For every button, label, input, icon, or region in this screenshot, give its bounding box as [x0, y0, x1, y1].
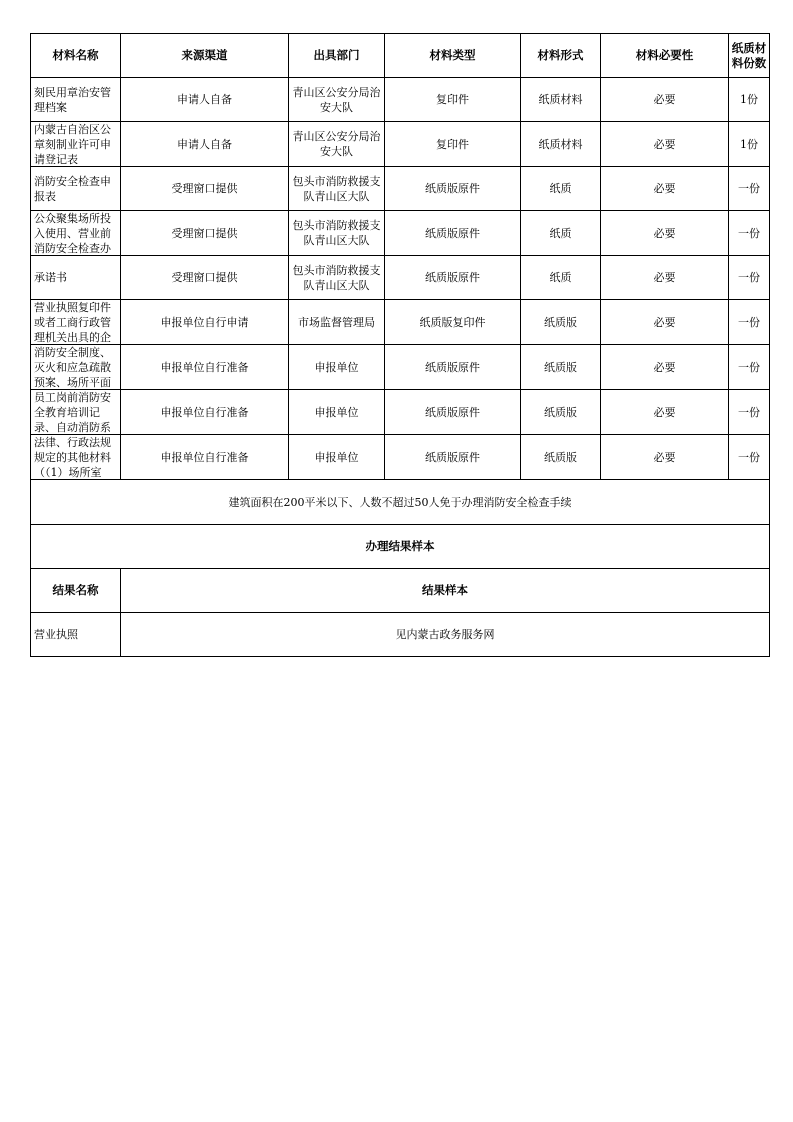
source-cell-text: 申报单位自行准备	[160, 450, 249, 464]
required-cell	[601, 345, 729, 390]
copies-cell-text: 1份	[740, 137, 758, 151]
copies-cell	[729, 78, 770, 122]
type-cell-text: 纸质版原件	[425, 405, 480, 419]
dept-cell-text: 包头市消防救援支队青山区大队	[292, 219, 381, 247]
header-required: 材料必要性	[601, 34, 729, 78]
required-cell-text: 必要	[653, 405, 676, 419]
copies-cell	[729, 435, 770, 480]
type-cell-text: 纸质版原件	[425, 226, 480, 240]
dept-cell-text: 申报单位	[314, 450, 359, 464]
header-type: 材料类型	[385, 34, 521, 78]
table-row	[31, 345, 770, 390]
result-header-row	[31, 569, 770, 613]
form-cell-text: 纸质版	[544, 450, 577, 464]
source-cell	[121, 390, 289, 435]
copies-cell-text: 一份	[738, 360, 760, 374]
dept-cell	[289, 390, 385, 435]
form-cell-text: 纸质版	[544, 315, 577, 329]
material-name-cell-text: 消防安全制度、灭火和应急疏散预案、场所平面	[34, 346, 111, 389]
material-name-cell-text: 刻民用章治安管理档案	[34, 85, 111, 114]
material-name-cell-text: 内蒙古自治区公章刻制业许可申请登记表	[34, 123, 111, 166]
source-cell	[121, 167, 289, 211]
source-cell-text: 受理窗口提供	[171, 182, 238, 195]
copies-cell	[729, 167, 770, 211]
required-cell	[601, 78, 729, 122]
table-row	[31, 256, 770, 300]
dept-cell	[289, 345, 385, 390]
material-name-cell	[31, 435, 121, 480]
material-name-cell	[31, 345, 121, 390]
form-cell	[521, 122, 601, 167]
material-name-cell	[31, 167, 121, 211]
dept-cell	[289, 256, 385, 300]
type-cell	[385, 122, 521, 167]
type-cell	[385, 390, 521, 435]
form-cell	[521, 78, 601, 122]
source-cell-text: 申请人自备	[177, 93, 232, 106]
dept-cell	[289, 300, 385, 345]
copies-cell-text: 一份	[738, 182, 760, 195]
source-cell	[121, 300, 289, 345]
form-cell-text: 纸质	[549, 271, 572, 284]
table-row	[31, 122, 770, 167]
type-cell-text: 纸质版原件	[425, 450, 480, 464]
note-text: 建筑面积在200平米以下、人数不超过50人免于办理消防安全检查手续	[31, 480, 770, 525]
note-row	[31, 480, 770, 525]
required-cell	[601, 211, 729, 256]
required-cell	[601, 167, 729, 211]
form-cell	[521, 345, 601, 390]
form-cell-text: 纸质	[549, 182, 572, 195]
header-copies: 纸质材料份数	[729, 34, 770, 78]
material-name-cell-text: 承诺书	[34, 271, 67, 284]
table-row	[31, 167, 770, 211]
form-cell	[521, 167, 601, 211]
copies-cell-text: 1份	[740, 93, 758, 106]
dept-cell	[289, 78, 385, 122]
result-header-sample: 结果样本	[121, 569, 770, 613]
result-sample-cell: 见内蒙古政务服务网	[121, 613, 770, 657]
required-cell-text: 必要	[653, 315, 676, 329]
type-cell	[385, 345, 521, 390]
copies-cell-text: 一份	[738, 226, 760, 240]
source-cell	[121, 435, 289, 480]
copies-cell-text: 一份	[738, 450, 760, 464]
result-row	[31, 613, 770, 657]
table-header-row	[31, 34, 770, 78]
type-cell	[385, 435, 521, 480]
dept-cell-text: 市场监督管理局	[298, 315, 375, 329]
material-name-cell-text: 公众聚集场所投入使用、营业前消防安全检查办	[34, 212, 111, 255]
dept-cell	[289, 435, 385, 480]
dept-cell-text: 申报单位	[314, 360, 359, 374]
dept-cell-text: 申报单位	[314, 405, 359, 419]
type-cell-text: 纸质版复印件	[419, 315, 486, 329]
type-cell-text: 复印件	[436, 137, 469, 151]
materials-table	[30, 33, 770, 657]
header-name: 材料名称	[31, 34, 121, 78]
material-name-cell	[31, 78, 121, 122]
required-cell	[601, 390, 729, 435]
form-cell-text: 纸质版	[544, 405, 577, 419]
copies-cell-text: 一份	[738, 271, 760, 284]
header-form: 材料形式	[521, 34, 601, 78]
table-row	[31, 78, 770, 122]
form-cell-text: 纸质材料	[538, 137, 583, 151]
result-section-title: 办理结果样本	[31, 525, 770, 569]
form-cell-text: 纸质	[549, 226, 572, 240]
source-cell	[121, 78, 289, 122]
form-cell	[521, 390, 601, 435]
dept-cell	[289, 122, 385, 167]
table-row	[31, 300, 770, 345]
copies-cell	[729, 390, 770, 435]
dept-cell	[289, 167, 385, 211]
type-cell-text: 复印件	[436, 93, 469, 106]
source-cell-text: 受理窗口提供	[171, 271, 238, 284]
source-cell-text: 受理窗口提供	[171, 226, 238, 240]
result-section-row	[31, 525, 770, 569]
material-name-cell	[31, 122, 121, 167]
required-cell-text: 必要	[653, 271, 676, 284]
material-name-cell-text: 员工岗前消防安全教育培训记录、自动消防系	[34, 391, 111, 434]
source-cell-text: 申报单位自行准备	[160, 405, 249, 419]
required-cell	[601, 300, 729, 345]
result-name-cell: 营业执照	[31, 613, 121, 657]
type-cell	[385, 78, 521, 122]
copies-cell	[729, 345, 770, 390]
dept-cell-text: 包头市消防救援支队青山区大队	[292, 174, 381, 203]
material-name-cell	[31, 256, 121, 300]
form-cell	[521, 300, 601, 345]
material-name-cell	[31, 300, 121, 345]
header-source: 来源渠道	[121, 34, 289, 78]
material-name-cell-text: 消防安全检查申报表	[34, 174, 111, 203]
table-row	[31, 435, 770, 480]
required-cell-text: 必要	[653, 450, 676, 464]
required-cell	[601, 122, 729, 167]
copies-cell-text: 一份	[738, 315, 760, 329]
form-cell	[521, 256, 601, 300]
dept-cell-text: 青山区公安分局治安大队	[292, 85, 381, 114]
form-cell-text: 纸质版	[544, 360, 577, 374]
type-cell-text: 纸质版原件	[425, 182, 480, 195]
required-cell-text: 必要	[653, 137, 676, 151]
table-row	[31, 390, 770, 435]
type-cell-text: 纸质版原件	[425, 360, 480, 374]
form-cell	[521, 435, 601, 480]
dept-cell	[289, 211, 385, 256]
table-row	[31, 211, 770, 256]
required-cell-text: 必要	[653, 360, 676, 374]
required-cell	[601, 256, 729, 300]
source-cell-text: 申报单位自行申请	[160, 315, 249, 329]
type-cell	[385, 256, 521, 300]
material-name-cell	[31, 390, 121, 435]
dept-cell-text: 包头市消防救援支队青山区大队	[292, 263, 381, 292]
form-cell	[521, 211, 601, 256]
dept-cell-text: 青山区公安分局治安大队	[292, 130, 381, 158]
type-cell-text: 纸质版原件	[425, 271, 480, 284]
required-cell-text: 必要	[653, 182, 676, 195]
copies-cell	[729, 122, 770, 167]
material-name-cell-text: 法律、行政法规规定的其他材料（（1）场所室	[34, 436, 111, 479]
copies-cell-text: 一份	[738, 405, 760, 419]
type-cell	[385, 167, 521, 211]
source-cell	[121, 256, 289, 300]
required-cell-text: 必要	[653, 93, 676, 106]
material-name-cell-text: 营业执照复印件或者工商行政管理机关出具的企	[34, 301, 111, 344]
form-cell-text: 纸质材料	[538, 93, 583, 106]
source-cell	[121, 122, 289, 167]
type-cell	[385, 211, 521, 256]
type-cell	[385, 300, 521, 345]
required-cell	[601, 435, 729, 480]
required-cell-text: 必要	[653, 226, 676, 240]
source-cell	[121, 345, 289, 390]
source-cell-text: 申报单位自行准备	[160, 360, 249, 374]
copies-cell	[729, 300, 770, 345]
material-name-cell	[31, 211, 121, 256]
header-dept: 出具部门	[289, 34, 385, 78]
result-header-name: 结果名称	[31, 569, 121, 613]
source-cell-text: 申请人自备	[177, 137, 232, 151]
source-cell	[121, 211, 289, 256]
copies-cell	[729, 256, 770, 300]
copies-cell	[729, 211, 770, 256]
